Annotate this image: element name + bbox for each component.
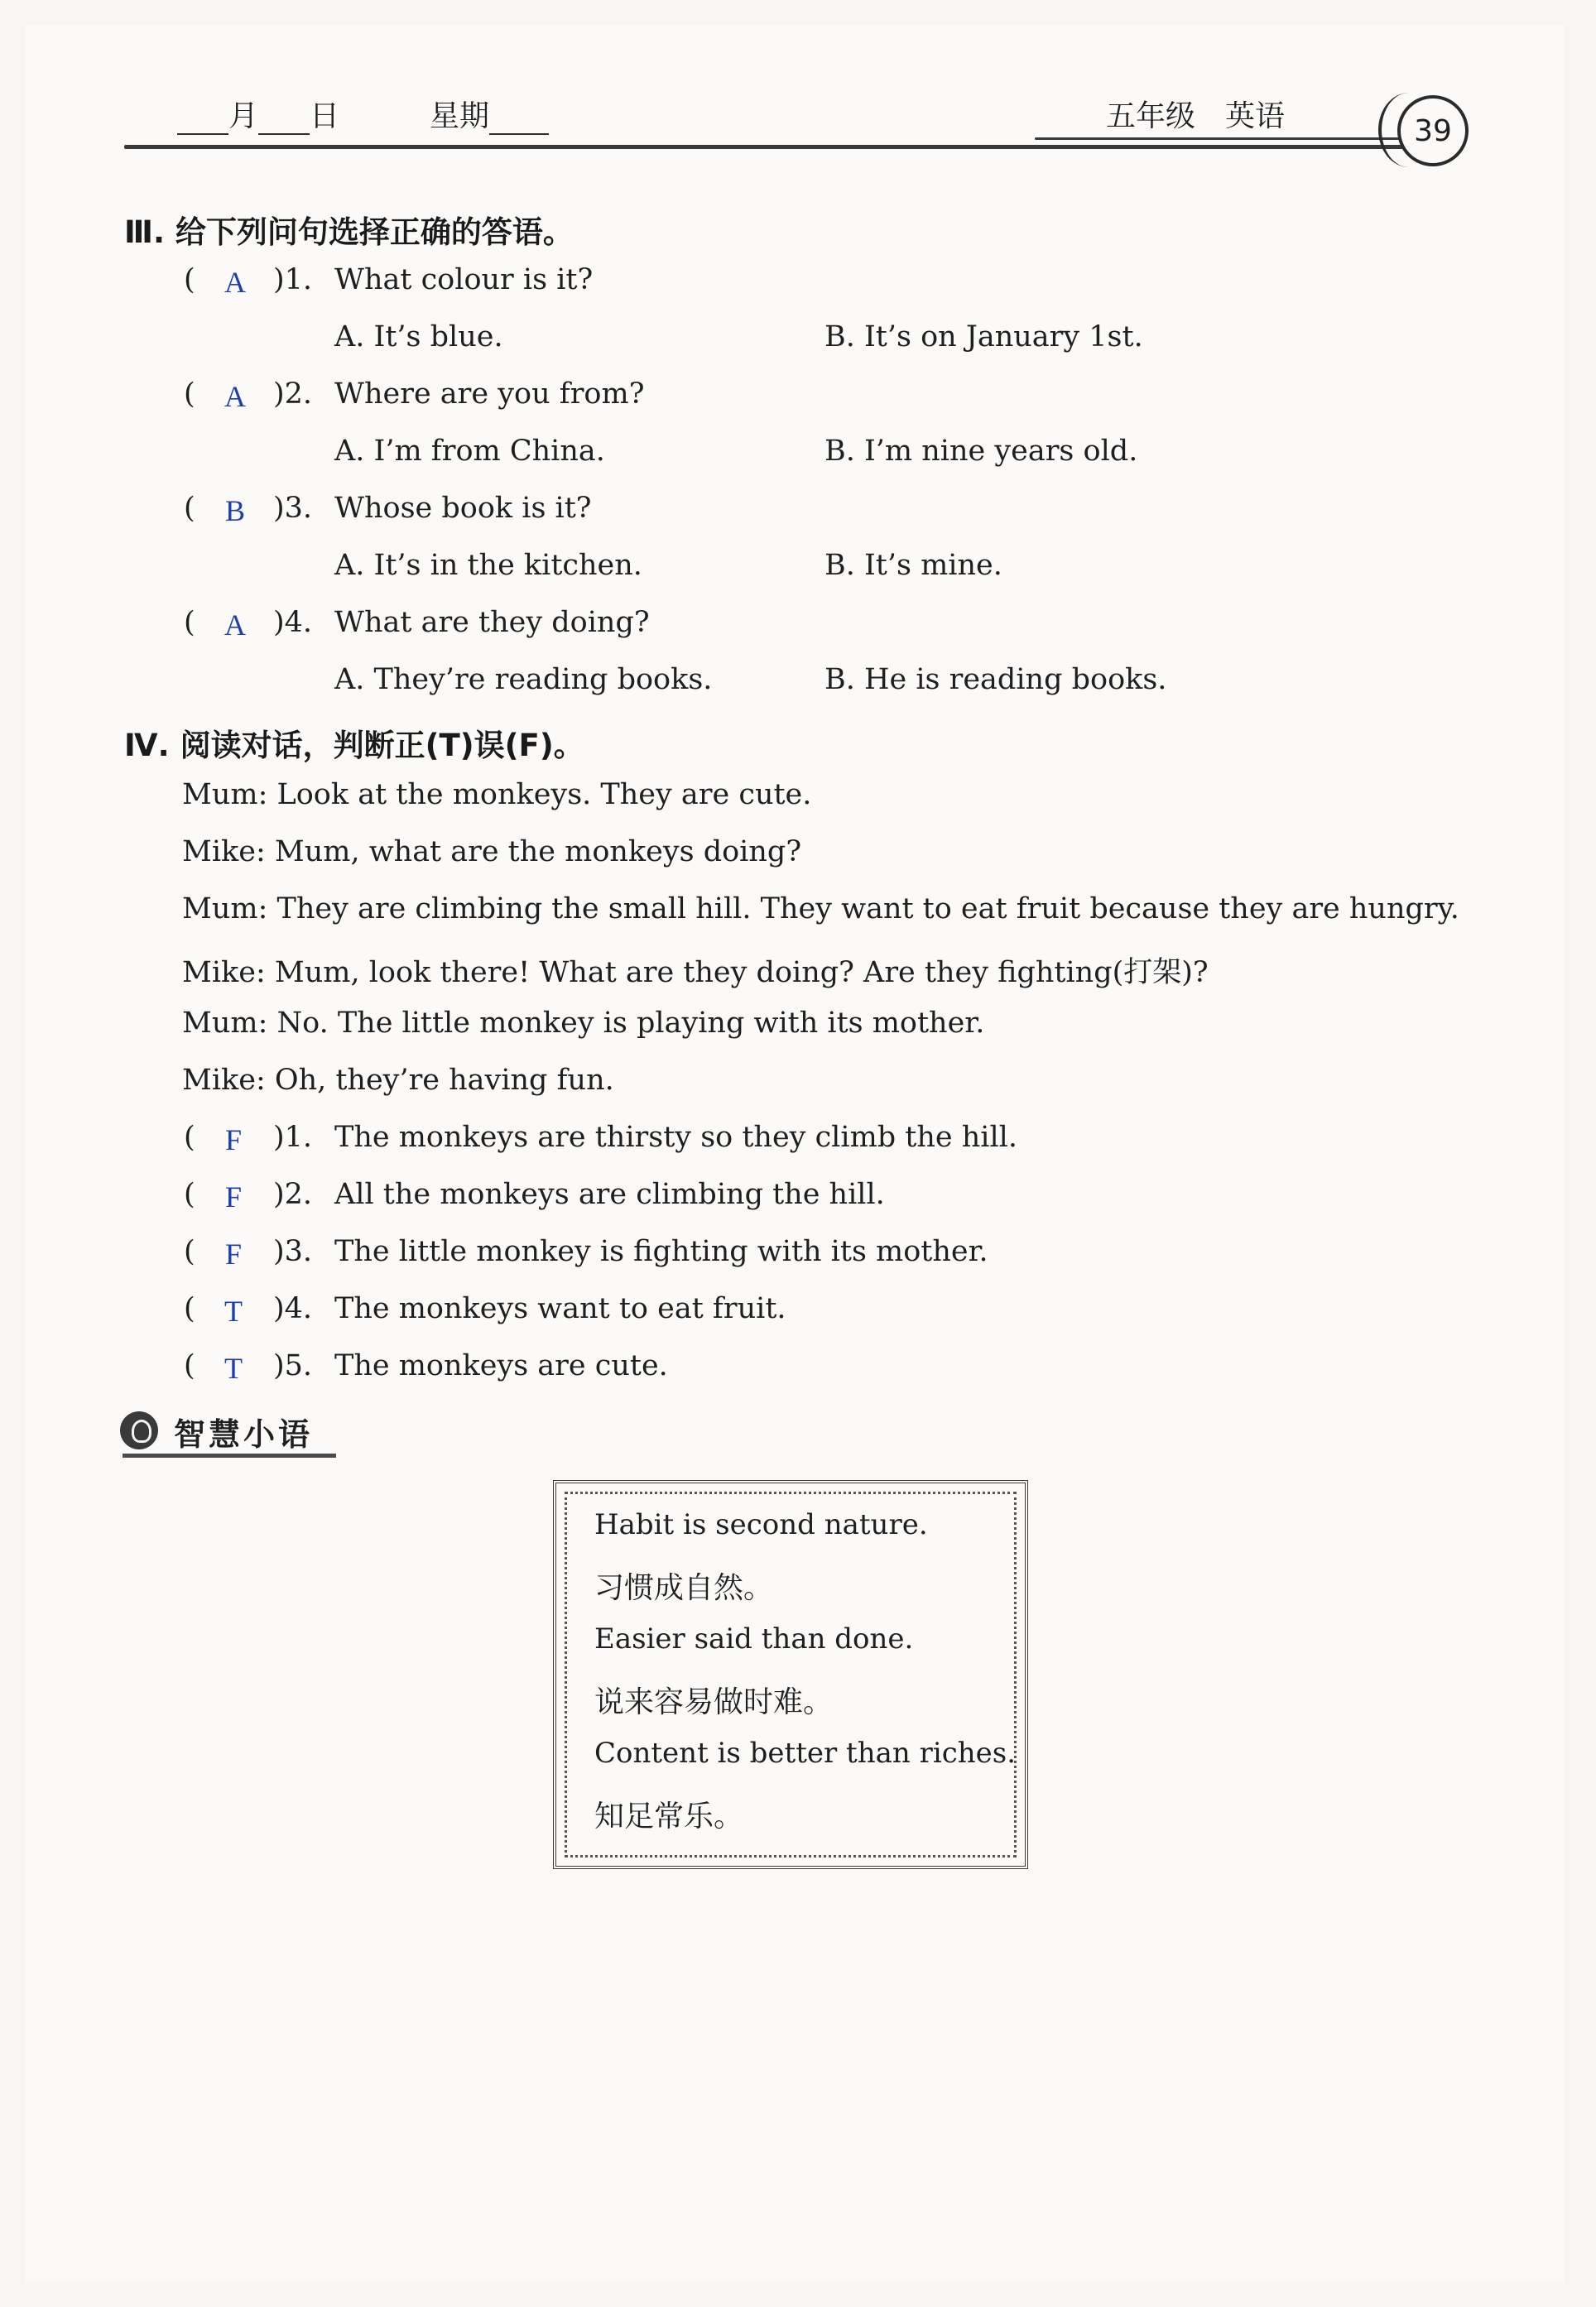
proverb-3-cn: 知足常乐。 [594, 1800, 744, 1834]
section-3-title: Ⅲ. 给下列问句选择正确的答语。 [124, 214, 574, 250]
proverb-2-cn: 说来容易做时难。 [594, 1685, 834, 1719]
weekday-label: 星期 [429, 99, 489, 133]
dialogue-line: Mum: They are climbing the small hill. They want to eat fruit because they are hungry. [182, 892, 1459, 925]
dialogue-line: Mike: Oh, they’re having fun. [182, 1064, 614, 1097]
answer-paren-open: ( [184, 1121, 195, 1154]
question-text: Whose book is it? [334, 492, 592, 525]
question-text: What are they doing? [334, 606, 650, 639]
header-rule [124, 145, 1416, 149]
judgment-text: The monkeys are thirsty so they climb the hill. [334, 1121, 1017, 1154]
judgment-number: )3. [273, 1235, 313, 1268]
grade-subject: 五年级 英语 [1106, 99, 1286, 133]
question-number: )3. [273, 492, 313, 525]
wisdom-title: 智慧小语 [174, 1416, 314, 1453]
dialogue-line: Mum: Look at the monkeys. They are cute. [182, 778, 812, 811]
proverb-box [553, 1480, 1028, 1869]
judgment-number: )4. [273, 1292, 313, 1325]
question-number: )4. [273, 606, 313, 639]
answer-paren-open: ( [184, 1292, 195, 1325]
answer-mark[interactable]: F [224, 1238, 243, 1271]
proverb-2-en: Easier said than done. [594, 1622, 914, 1656]
dialogue-line: Mike: Mum, look there! What are they doing? Are they fighting(打架)? [182, 956, 1209, 989]
judgment-number: )2. [273, 1178, 313, 1211]
answer-mark[interactable]: F [224, 1180, 243, 1214]
question-text: What colour is it? [334, 263, 594, 296]
day-label: 日 [310, 99, 340, 133]
proverb-1-cn: 习惯成自然。 [594, 1571, 774, 1605]
answer-mark[interactable]: B [224, 494, 245, 527]
answer-paren-open: ( [184, 492, 195, 525]
answer-paren-open: ( [184, 606, 195, 639]
date-line [177, 93, 549, 135]
option-b: B. It’s mine. [824, 549, 1002, 582]
judgment-number: )5. [273, 1349, 313, 1382]
answer-mark[interactable]: A [224, 608, 246, 642]
judgment-text: The little monkey is fighting with its mother. [334, 1235, 988, 1268]
judgment-text: The monkeys are cute. [334, 1349, 668, 1382]
answer-paren-open: ( [184, 1235, 195, 1268]
answer-paren-open: ( [184, 1349, 195, 1382]
answer-mark[interactable]: F [224, 1123, 243, 1156]
judgment-text: The monkeys want to eat fruit. [334, 1292, 786, 1325]
answer-paren-open: ( [184, 263, 195, 296]
option-b: B. He is reading books. [824, 663, 1167, 696]
answer-mark[interactable]: T [224, 1295, 243, 1328]
judgment-text: All the monkeys are climbing the hill. [334, 1178, 885, 1211]
answer-mark[interactable]: T [224, 1352, 243, 1385]
option-a: A. I’m from China. [334, 435, 605, 468]
header-rule-accent [1035, 137, 1399, 140]
dialogue-line: Mum: No. The little monkey is playing with its mother. [182, 1007, 985, 1040]
option-b: B. It’s on January 1st. [824, 320, 1143, 353]
weekday-blank[interactable] [489, 108, 549, 135]
day-blank[interactable] [258, 108, 310, 135]
answer-mark[interactable]: A [224, 266, 246, 299]
wisdom-underline [123, 1454, 336, 1458]
lightbulb-icon [120, 1411, 158, 1449]
option-b: B. I’m nine years old. [824, 435, 1138, 468]
option-a: A. It’s blue. [334, 320, 503, 353]
judgment-number: )1. [273, 1121, 313, 1154]
section-4-title: Ⅳ. 阅读对话，判断正(T)误(F)。 [124, 728, 584, 763]
question-text: Where are you from? [334, 377, 645, 411]
month-blank[interactable] [177, 108, 228, 135]
proverb-1-en: Habit is second nature. [594, 1508, 928, 1541]
question-number: )2. [273, 377, 313, 411]
question-number: )1. [273, 263, 313, 296]
answer-paren-open: ( [184, 377, 195, 411]
option-a: A. It’s in the kitchen. [334, 549, 642, 582]
page-number: 39 [1397, 95, 1469, 166]
answer-mark[interactable]: A [224, 380, 246, 413]
answer-paren-open: ( [184, 1178, 195, 1211]
dialogue-line: Mike: Mum, what are the monkeys doing? [182, 835, 802, 868]
option-a: A. They’re reading books. [334, 663, 713, 696]
month-label: 月 [228, 99, 259, 133]
proverb-3-en: Content is better than riches. [594, 1737, 1017, 1770]
